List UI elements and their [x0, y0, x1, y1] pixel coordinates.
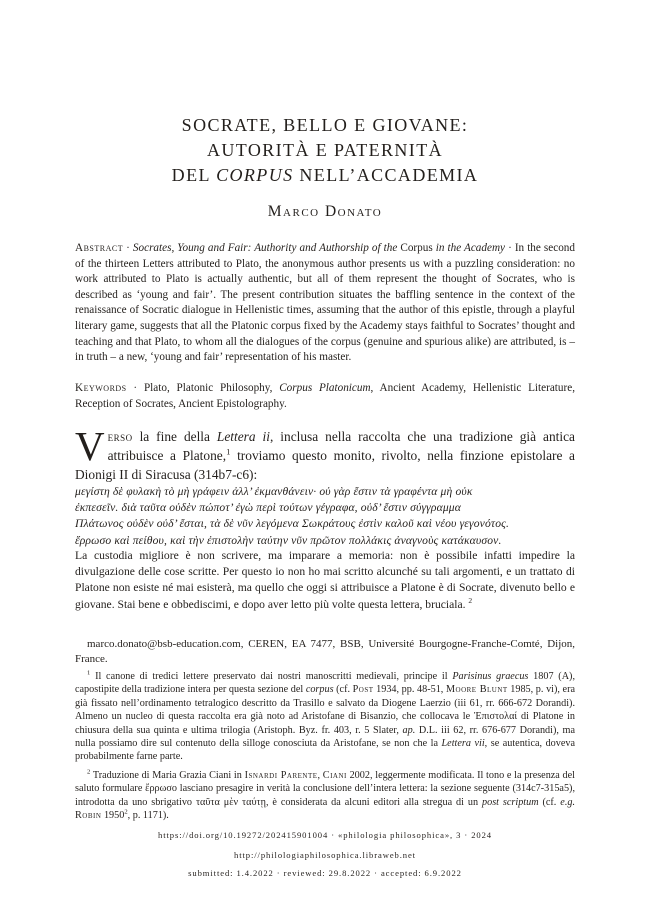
- fn2-author: Isnardi Parente: [244, 770, 318, 781]
- translation-text: La custodia migliore è non scrivere, ma imparare a memoria: non è possibile infatti impedire la divulgazione delle cose scritte. Per questo io non ho mai scritto alcunché su tali argomenti, e un trattato di Platone non esiste né mai esisterà, ma quello che oggi si attribuisce a Platone è di Socrate, divenuto bello e giovane. Stai bene e obbediscimi, e dopo aver letto più volte questa lettera, bruciala.: [75, 549, 575, 611]
- body-text-c: troviamo questo monito, rivolto, nella finzione epistolare a Dionigi II di Siracusa (314b7-c6):: [75, 448, 575, 482]
- keywords: [75, 381, 575, 412]
- fn2-text: ,: [317, 770, 323, 781]
- footnote-1: [75, 670, 575, 764]
- body-paragraph: [75, 423, 575, 484]
- fn1-italic: ap.: [402, 724, 416, 736]
- title-line-3-prefix: DEL: [171, 165, 217, 185]
- author-contact: marco.donato@bsb-education.com, CEREN, EA 7477, BSB, Université Bourgogne-Franche-Comté, Dijon, France.: [75, 638, 575, 665]
- fn1-author: Moore Blunt: [445, 684, 508, 696]
- fn1-text: Il canone di tredici lettere preservato dai nostri manoscritti medievali, principe il: [90, 671, 453, 682]
- fn2-text: 2002, leggermente modificata. Il tono e la presenza del saluto formulare ἔρρωσο lasciano presagire in verità la conclusione dell’intera lettera: la sezione seguente (314c7-315a5), introdotta da uno sbrigativo ταῦτα μὲν ταύτῃ, è considerata da alcuni editori alla stregua di un: [75, 770, 575, 808]
- abstract-heading-c: in the Academy: [435, 242, 506, 254]
- fn2-author: Robin: [75, 810, 102, 822]
- footnote-2: [75, 769, 575, 823]
- title-line-3-suffix: NELL’ACCADEMIA: [293, 165, 479, 185]
- greek-line: μεγίστη δὲ φυλακὴ τὸ μὴ γράφειν ἀλλ’ ἐκμανθάνειν· οὐ γὰρ ἔστιν τὰ γραφέντα μὴ οὐκ: [75, 485, 473, 498]
- fn2-italic: e.g.: [560, 796, 576, 808]
- abstract-text: · In the second of the thirteen Letters attributed to Plato, the anonymous author presents us with a puzzling consideration: no work attributed to Plato is actually authentic, but all of them represent the thought of Socrates, who is described as ‘young and fair’. The present contribution situates the baffling sentence in the context of the renaissance of Socratic dialogue in Hellenistic times, assuming that the author of this epistle, through a playful literary game, suggests that all the Platonic corpus fixed by the Academy stays faithful to Socrates’ thought and teaching and that Plato, to whom all the dialogues of the corpus (genuine and spurious alike) are attributed, is – in truth – a new, ‘young and fair’ representation of his master.: [75, 242, 575, 364]
- fn1-author: Post: [352, 684, 374, 696]
- abstract-heading-a: Socrates, Young and Fair: Authority and Authorship of the: [132, 242, 398, 254]
- fn1-text: D.L. iii 62, rr. 676-677 Dorandi), ma nulla possiamo dire sul contenuto della silloge conosciuta da Aristofane, se non che la: [75, 724, 575, 750]
- title-line-2: AUTORITÀ E PATERNITÀ: [206, 140, 443, 160]
- body-smallcaps: erso: [107, 429, 133, 444]
- footnote-number: 1: [87, 669, 91, 677]
- fn2-text: 1950: [101, 810, 125, 822]
- abstract: [75, 241, 575, 366]
- footnote-ref-1[interactable]: 1: [226, 446, 231, 457]
- keywords-sep: ·: [126, 382, 144, 394]
- greek-quotation: [75, 484, 575, 549]
- footnote-ref-2[interactable]: 2: [468, 595, 473, 605]
- fn2-text: (cf.: [538, 796, 561, 808]
- fn1-text: 1934, pp. 48-51,: [373, 684, 446, 696]
- keywords-label: Keywords: [75, 382, 127, 394]
- translation: [75, 548, 575, 613]
- fn1-italic: corpus: [305, 684, 334, 696]
- footer-doi[interactable]: https://doi.org/10.19272/202415901004 · «philologia philosophica», 3 · 2024: [158, 830, 492, 840]
- fn1-text: (cf.: [333, 684, 353, 696]
- fn1-italic: Parisinus graecus: [452, 671, 529, 682]
- fn1-text: 1807 (A), capostipite della tradizione intera per questa sezione del: [75, 671, 575, 696]
- abstract-label: Abstract: [75, 242, 124, 254]
- abstract-heading-b: Corpus: [397, 242, 436, 254]
- title-line-1: SOCRATE, BELLO E GIOVANE:: [181, 115, 469, 135]
- footer-website[interactable]: http://philologiaphilosophica.libraweb.net: [234, 850, 416, 860]
- fn1-text: , se autentica, doveva probabilmente farne parte.: [75, 738, 575, 763]
- fn1-text: 1985, p. vi), era già fissato nell’ordinamento tetralogico descritto da Trasillo e salvato da Diogene Laerzio (iii 61, rr. 666-672 Dorandi). Almeno un nucleo di questa raccolta era già noto ad Aristofane di Bisanzio, che collocava le Ἐπιστολαί di Platone in chiusura della sua quinta e ultima trilogia (Aristoph. Byz. fr. 403, r. 5 Slater,: [75, 684, 575, 736]
- title-line-3: [75, 165, 575, 186]
- greek-line: ἔρρωσο καὶ πείθου, καὶ τὴν ἐπιστολὴν ταύτην νῦν πρῶτον πολλάκις ἀναγνοὺς κατάκαυσον.: [75, 533, 502, 547]
- body-italic: Lettera ii: [216, 429, 270, 444]
- fn1-italic: Lettera vii: [441, 738, 485, 750]
- body-text-a: la fine della: [132, 429, 217, 444]
- greek-line: Πλάτωνος οὐδὲν οὐδ’ ἔσται, τὰ δὲ νῦν λεγόμενα Σωκράτους ἐστὶν καλοῦ καὶ νέου γεγονότος.: [75, 517, 510, 531]
- footer-dates: submitted: 1.4.2022 · reviewed: 29.8.2022 · accepted: 6.9.2022: [188, 868, 462, 878]
- fn2-text: Traduzione di Maria Grazia Ciani in: [90, 770, 245, 781]
- fn2-edition-superscript: 2: [124, 808, 128, 816]
- footnote-number: 2: [87, 768, 91, 776]
- author-name: Marco Donato: [267, 203, 383, 220]
- title-corpus-italic: CORPUS: [216, 165, 294, 185]
- greek-line: ἐκπεσεῖν. διὰ ταῦτα οὐδὲν πώποτ’ ἐγὼ περὶ τούτων γέγραφα, οὐδ’ ἔστιν σύγγραμμα: [75, 501, 462, 515]
- keywords-text-b: Corpus Platonicum: [279, 382, 371, 394]
- drop-cap: V: [75, 423, 105, 469]
- keywords-text-a: Plato, Platonic Philosophy,: [143, 382, 280, 394]
- keywords-text-c: , Ancient Academy, Hellenistic Literature, Reception of Socrates, Ancient Epistolography.: [75, 382, 575, 410]
- fn2-author: Ciani: [322, 770, 347, 781]
- fn2-italic: post scriptum: [482, 796, 539, 808]
- fn2-text: , p. 1171).: [127, 810, 169, 822]
- body-text-b: , inclusa nella raccolta che una tradizione già antica attribuisce a Platone,: [107, 429, 575, 463]
- abstract-sep: ·: [123, 242, 133, 254]
